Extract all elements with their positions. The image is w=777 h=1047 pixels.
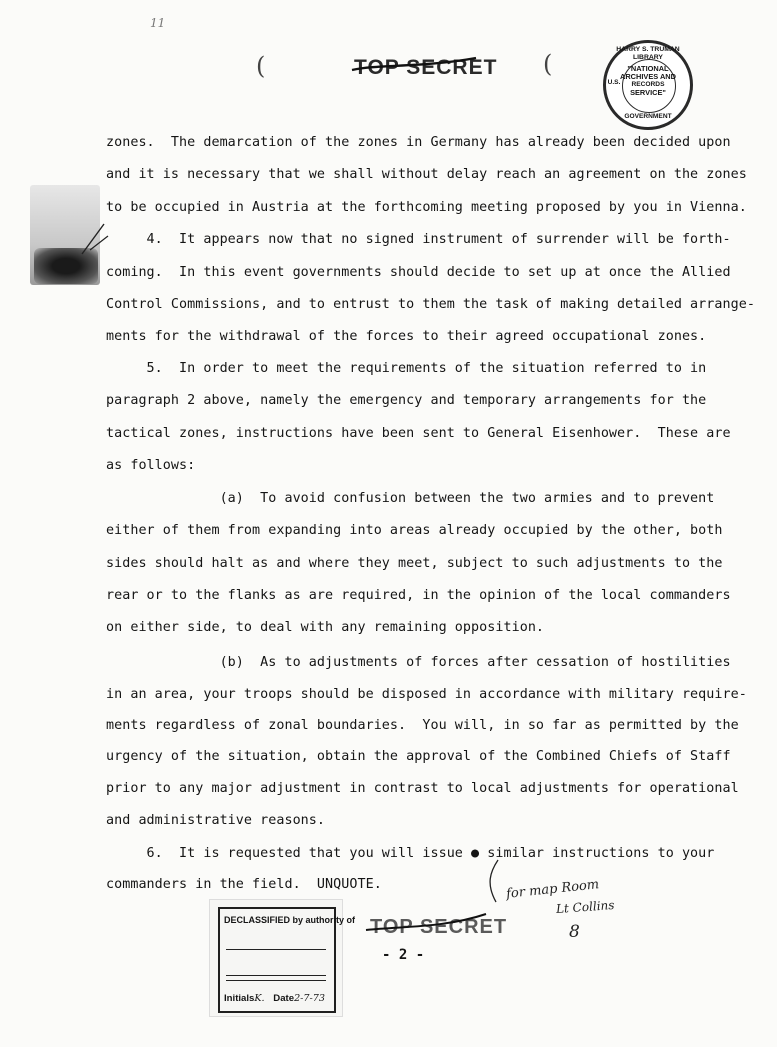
text-line: tactical zones, instructions have been sent to General Eisenhower. These are [106,426,731,441]
text-line: to be occupied in Austria at the forthcoming meeting proposed by you in Vienna. [106,200,747,215]
text-line: as follows: [106,458,196,473]
strikethrough-icon [350,54,480,84]
text-line: prior to any major adjustment in contrast to local adjustments for operational [106,781,739,796]
initials-value: K. [254,993,265,1004]
text-line: (b) As to adjustments of forces after cessation of hostilities [106,655,731,670]
handwritten-note-line2: Lt Collins [555,897,615,917]
initials-date-row [224,993,325,1004]
library-stamp [603,40,693,130]
page-number: - 2 - [382,947,425,963]
handwritten-note-line3: 8 [569,922,580,942]
hole-punch-mark-right: ( [543,50,553,78]
text-line: on either side, to deal with any remaining opposition. [106,620,545,635]
stamp-rule [226,980,326,981]
text-line: rear or to the flanks as are required, in the opinion of the local commanders [106,588,731,603]
header-classification-text: TOP SECRET [354,56,498,79]
stamp-center-2: ARCHIVES AND [620,72,676,81]
date-value: 2-7-73 [294,993,325,1004]
stamp-ring-left: U.S. [607,79,621,86]
corner-mark: 11 [150,16,166,30]
text-line: either of them from expanding into areas already occupied by the other, both [106,523,723,538]
stamp-rule [226,949,326,950]
text-line: ments regardless of zonal boundaries. You will, in so far as permitted by the [106,718,739,733]
hole-punch-mark-left: ( [256,52,266,80]
declassified-label: DECLASSIFIED by authority of [224,915,356,925]
text-line: paragraph 2 above, namely the emergency and temporary arrangements for the [106,393,707,408]
text-line: 4. It appears now that no signed instrument of surrender will be forth- [106,232,731,247]
text-line: and administrative reasons. [106,813,326,828]
stamp-ring-bottom: GOVERNMENT [624,113,672,120]
initials-label: Initials [224,993,255,1004]
stamp-center-1: "NATIONAL [627,64,669,73]
stamp-center-4: SERVICE" [630,88,666,97]
stamp-center-3: RECORDS [631,81,665,88]
text-line: urgency of the situation, obtain the approval of the Combined Chiefs of Staff [106,749,731,764]
text-line: (a) To avoid confusion between the two armies and to prevent [106,491,715,506]
footer-classification [370,916,507,939]
text-line: in an area, your troops should be disposed in accordance with military require- [106,687,747,702]
handwritten-note-line1: for map Room [505,877,600,902]
footer-classification-text: TOP SECRET [370,916,508,938]
strikethrough-icon [364,912,494,942]
stamp-rule [226,975,326,976]
declassification-box [218,907,356,1013]
header-classification [354,56,497,80]
text-line: 6. It is requested that you will issue ● similar instructions to your [106,846,715,861]
text-line: sides should halt as and where they meet, subject to such adjustments to the [106,556,723,571]
text-line: zones. The demarcation of the zones in Germany has already been decided upon [106,135,731,150]
text-line: and it is necessary that we shall without delay reach an agreement on the zones [106,167,747,182]
date-label: Date [273,993,295,1004]
text-line: Control Commissions, and to entrust to them the task of making detailed arrange- [106,297,755,312]
text-line: coming. In this event governments should decide to set up at once the Allied [106,265,731,280]
text-line: ments for the withdrawal of the forces to their agreed occupational zones. [106,329,707,344]
text-line: 5. In order to meet the requirements of the situation referred to in [106,361,707,376]
text-line: commanders in the field. UNQUOTE. [106,877,382,892]
declassification-stamp [210,900,356,1016]
stamp-ring-top: HARRY S. TRUMAN LIBRARY [616,46,680,61]
